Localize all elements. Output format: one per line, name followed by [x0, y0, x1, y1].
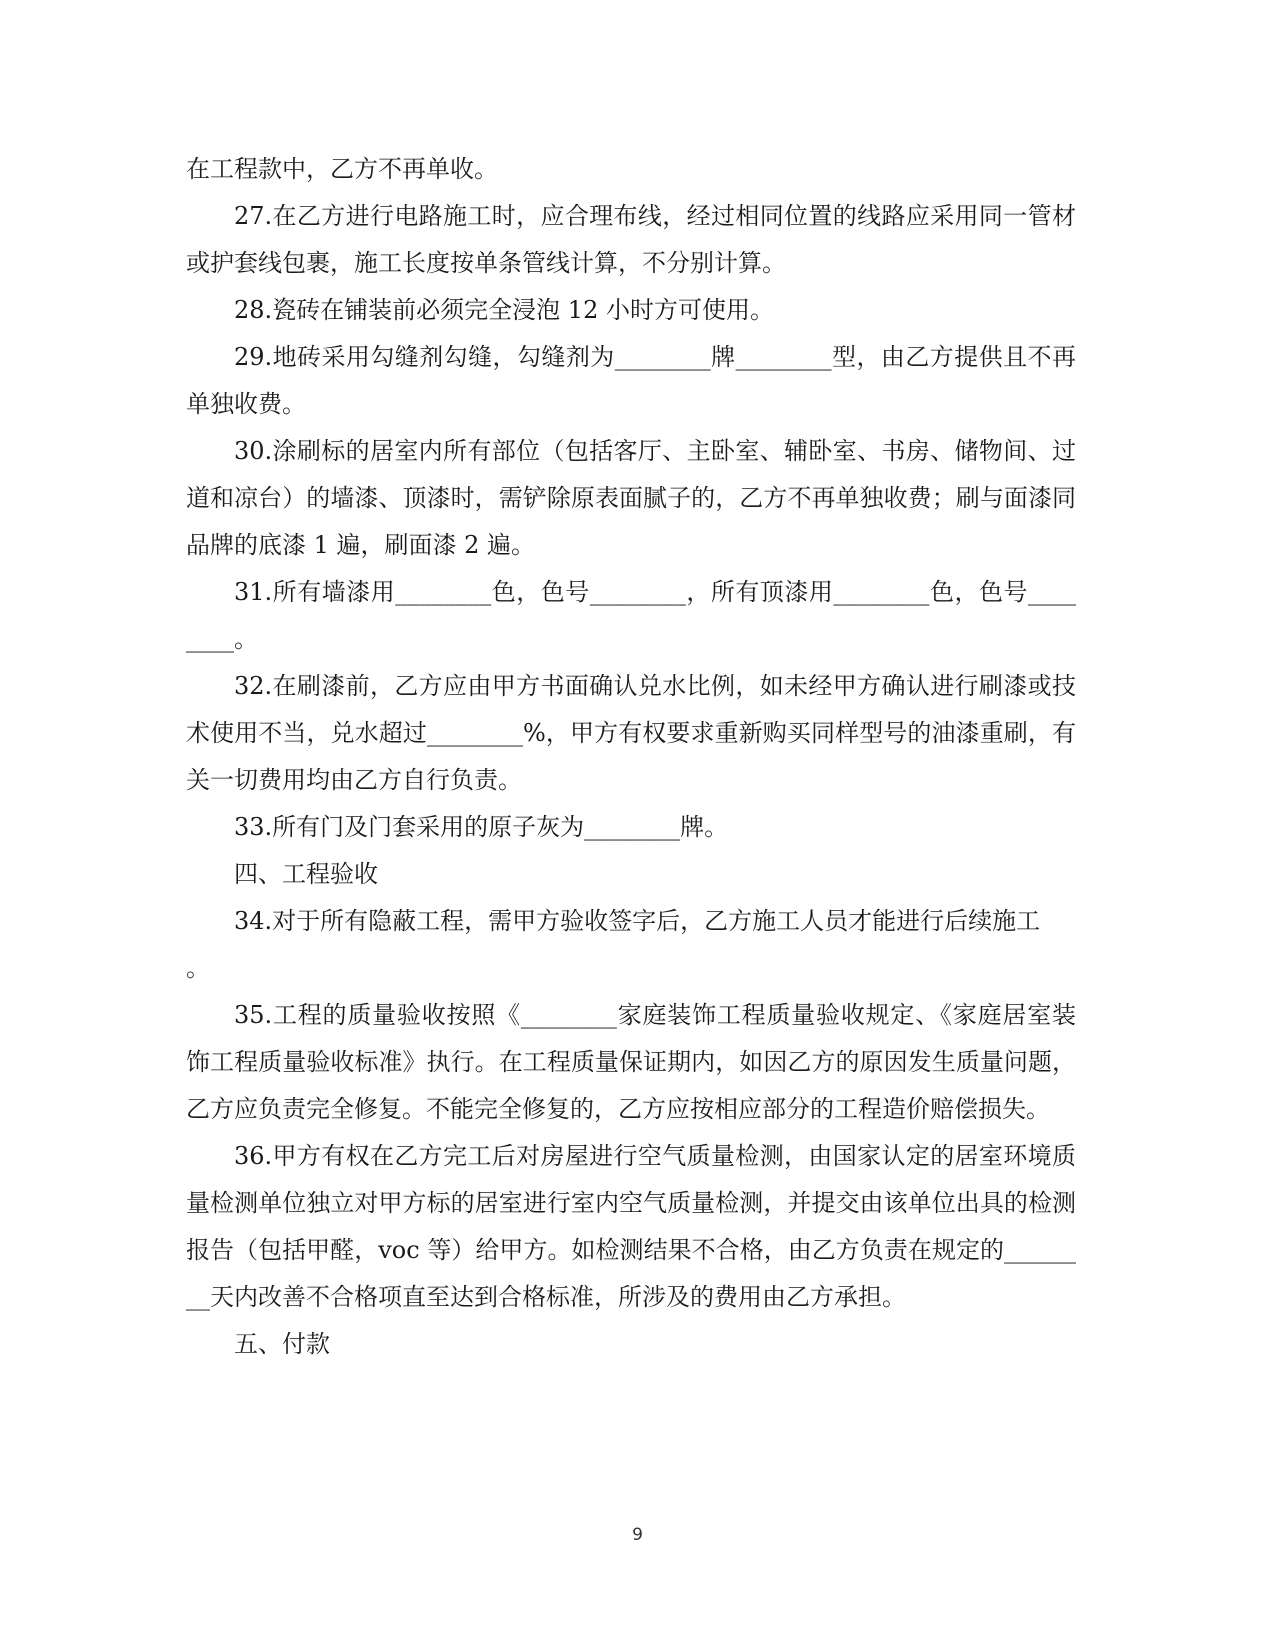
- clause-32: 32.在刷漆前，乙方应由甲方书面确认兑水比例，如未经甲方确认进行刷漆或技术使用不当，兑水超过________%，甲方有权要求重新购买同样型号的油漆重刷，有关一切费用均由乙方自行负责。: [186, 672, 1076, 794]
- clause-33: 33.所有门及门套采用的原子灰为________牌。: [234, 813, 729, 841]
- clause-35: 35.工程的质量验收按照《________家庭装饰工程质量验收规定、《家庭居室装饰工程质量验收标准》执行。在工程质量保证期内，如因乙方的原因发生质量问题，乙方应负责完全修复。不能完全修复的，乙方应按相应部分的工程造价赔偿损失。: [186, 1001, 1076, 1123]
- clause-31: 31.所有墙漆用________色，色号________，所有顶漆用________色，色号________。: [186, 578, 1076, 653]
- clause-30: 30.涂刷标的居室内所有部位（包括客厅、主卧室、辅卧室、书房、储物间、过道和凉台）的墙漆、顶漆时，需铲除原表面腻子的，乙方不再单独收费；刷与面漆同品牌的底漆 1 遍，刷面漆 2 遍。: [186, 437, 1076, 559]
- section-heading-acceptance: 四、工程验收: [234, 860, 378, 888]
- clause-27: 27.在乙方进行电路施工时，应合理布线，经过相同位置的线路应采用同一管材或护套线包裹，施工长度按单条管线计算，不分别计算。: [186, 202, 1076, 277]
- page-number: 9: [632, 1525, 643, 1545]
- clause-34: 34.对于所有隐蔽工程，需甲方验收签字后，乙方施工人员才能进行后续施工 。: [186, 907, 1041, 982]
- clause-36: 36.甲方有权在乙方完工后对房屋进行空气质量检测，由国家认定的居室环境质量检测单位独立对甲方标的居室进行室内空气质量检测，并提交由该单位出具的检测报告（包括甲醛，voc 等）给甲方。如检测结果不合格，由乙方负责在规定的________天内改善不合格项直至达到合格标准，所涉及的费用由乙方承担。: [186, 1142, 1076, 1311]
- paragraph-continuation: 在工程款中，乙方不再单收。: [186, 155, 498, 183]
- document-body: [186, 146, 1076, 1368]
- clause-29: 29.地砖采用勾缝剂勾缝，勾缝剂为________牌________型，由乙方提供且不再单独收费。: [186, 343, 1076, 418]
- clause-28: 28.瓷砖在铺装前必须完全浸泡 12 小时方可使用。: [234, 296, 774, 324]
- section-heading-payment: 五、付款: [234, 1330, 330, 1358]
